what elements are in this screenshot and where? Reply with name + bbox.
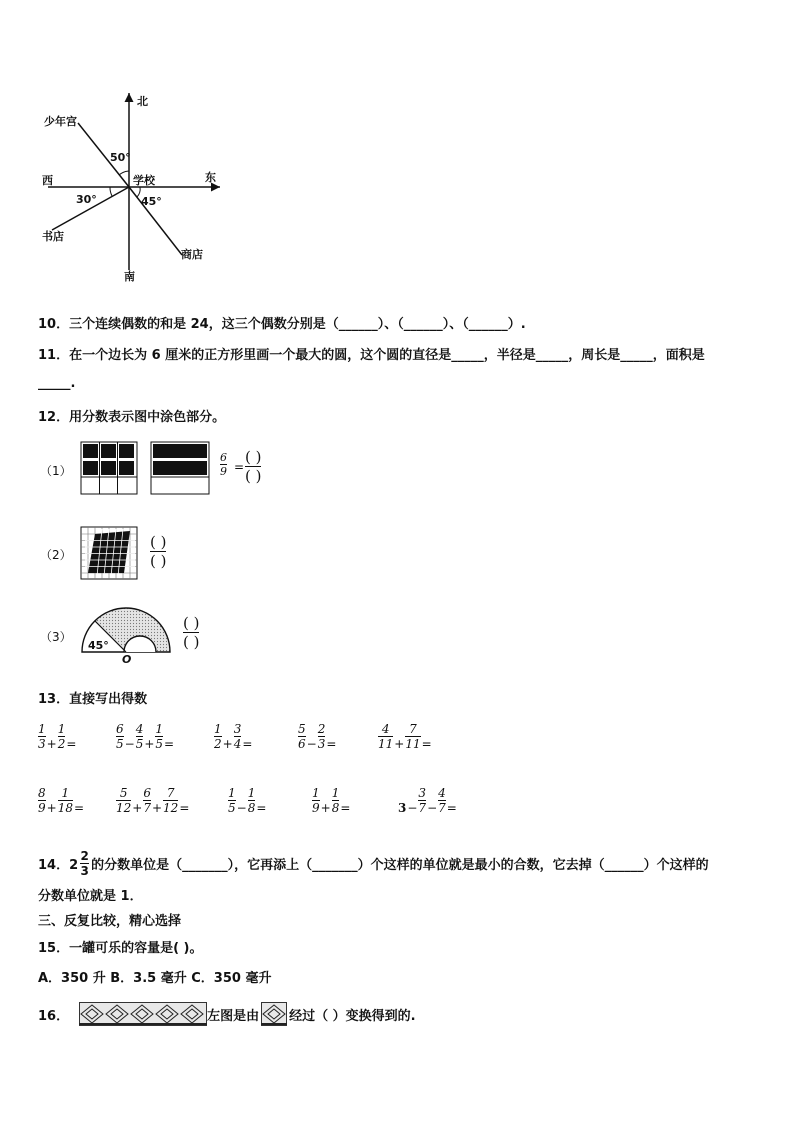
calc-problem: $\frac{1}{2}$ + $\frac{3}{4}$ = — [214, 722, 253, 751]
north-label: 北 — [137, 95, 148, 108]
question-14-line1 — [38, 849, 709, 878]
answer-denominator-blank[interactable]: ( ) — [183, 633, 200, 651]
q12-item2-label: （2） — [40, 548, 72, 562]
pattern-unit-image — [261, 1002, 287, 1026]
q12-item3-label: （3） — [40, 630, 72, 644]
calc-problem: $\frac{1}{9}$ + $\frac{1}{8}$ = — [312, 786, 351, 815]
calc-problem: $\frac{6}{5}$ − $\frac{4}{5}$ + $\frac{1}{5}$ = — [116, 722, 175, 751]
answer-numerator-blank[interactable]: ( ) — [183, 614, 200, 632]
shop-label: 商店 — [181, 248, 203, 261]
q12-item1-answer-fraction — [245, 448, 261, 485]
question-12: 12．用分数表示图中涂色部分。 — [38, 410, 226, 425]
grid-3-rows-figure — [150, 441, 212, 496]
q12-item3-angle: 45° — [88, 639, 109, 652]
answer-numerator-blank[interactable]: ( ) — [150, 533, 167, 551]
q14-text: 的分数单位是（_______），它再添上（_______）个这样的单位就是最小的合数，它去掉（______）个这样的 — [91, 858, 709, 873]
angle-arc-west — [110, 187, 112, 196]
q14-prefix: 14．2 — [38, 858, 79, 873]
question-15-options: A．350 升 B．3.5 毫升 C．350 毫升 — [38, 971, 272, 986]
angle-west-label: 30° — [76, 193, 97, 206]
west-label: 西 — [42, 174, 53, 187]
answer-denominator-blank[interactable]: ( ) — [150, 552, 167, 570]
question-14-line2: 分数单位就是 1． — [38, 889, 143, 904]
answer-denominator-blank[interactable]: ( ) — [245, 467, 262, 485]
numerator: 6 — [220, 451, 227, 464]
q16-prefix: 16． — [38, 1008, 70, 1024]
question-11-line2: _____. — [38, 376, 76, 391]
equals-sign: = — [234, 460, 245, 474]
question-15: 15．一罐可乐的容量是( )。 — [38, 941, 203, 956]
south-label: 南 — [124, 270, 135, 283]
grid-3x3-figure — [80, 441, 140, 496]
answer-numerator-blank[interactable]: ( ) — [245, 448, 262, 466]
angle-arc-east — [137, 187, 140, 197]
calc-problem: $\frac{1}{5}$ − $\frac{1}{8}$ = — [228, 786, 267, 815]
youth-palace-label: 少年宫 — [44, 115, 77, 128]
bookstore-label: 书店 — [42, 230, 64, 243]
calc-problem: $\frac{4}{11}$ + $\frac{7}{11}$ = — [378, 722, 432, 751]
pattern-strip-image — [79, 1002, 207, 1026]
school-label: 学校 — [133, 174, 155, 187]
q16-end: 经过（ ）变换得到的. — [289, 1008, 416, 1024]
calc-problem: $\frac{8}{9}$ + $\frac{1}{18}$ = — [38, 786, 85, 815]
q12-item1-fraction — [220, 451, 227, 478]
q14-fraction: 2 3 — [80, 849, 89, 878]
q16-mid: 左图是由 — [207, 1008, 260, 1024]
question-16 — [38, 1002, 416, 1026]
q12-item1-label: （1） — [40, 464, 72, 478]
q12-item3-answer-fraction — [183, 614, 199, 651]
calc-problem: $\frac{5}{6}$ − $\frac{2}{3}$ = — [298, 722, 337, 751]
parallelogram-grid-figure — [80, 526, 140, 581]
q12-item2-answer-fraction — [150, 533, 166, 570]
angle-north-label: 50° — [110, 151, 131, 164]
question-11-line1: 11．在一个边长为 6 厘米的正方形里画一个最大的圆，这个圆的直径是_____，半径是_____，周长是_____，面积是 — [38, 348, 705, 363]
angle-arc-north — [119, 171, 129, 175]
calc-problem: 3 − $\frac{3}{7}$ − $\frac{4}{7}$ = — [398, 786, 457, 815]
question-10: 10．三个连续偶数的和是 24，这三个偶数分别是（______）、（______）、（______）. — [38, 317, 526, 332]
denominator: 9 — [220, 465, 227, 478]
question-13: 13．直接写出得数 — [38, 692, 148, 707]
angle-east-label: 45° — [141, 195, 162, 208]
section-heading: 三、反复比较，精心选择 — [38, 914, 182, 929]
east-label: 东 — [205, 171, 216, 184]
calc-problem: $\frac{5}{12}$ + $\frac{6}{7}$ + $\frac{7}{12}$ = — [116, 786, 190, 815]
origin-label: O — [122, 653, 132, 666]
calc-problem: $\frac{1}{3}$ + $\frac{1}{2}$ = — [38, 722, 77, 751]
